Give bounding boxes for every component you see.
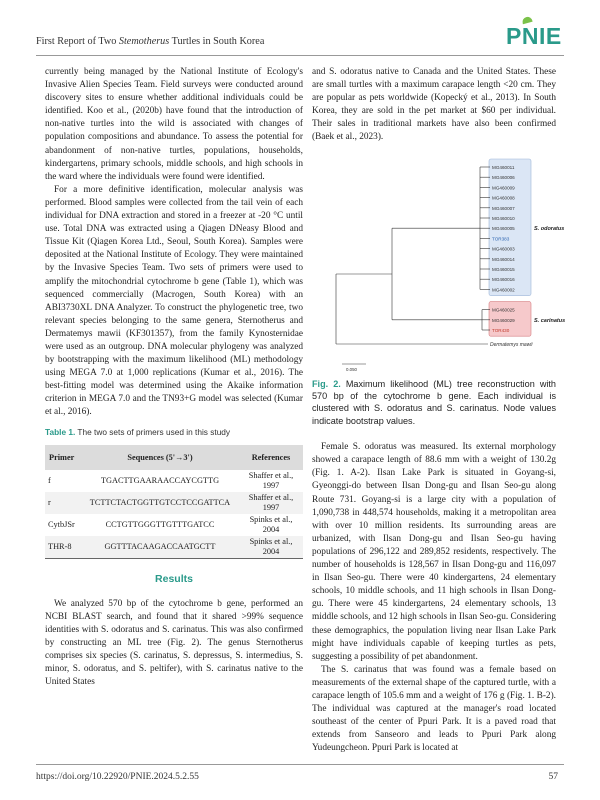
running-header: First Report of Two Stemotherus Turtles in South Korea xyxy=(36,36,265,47)
paragraph: and S. odoratus native to Canada and the United States. These are small turtles with a maximum carapace length <20 cm. They are popular as pets worldwide (Kopecký et al., 2013). In South Korea, they are sold in the pet market at $60 per individual. Their sales in traditional markets have also been confirmed (Baek et al., 2023). xyxy=(312,67,556,143)
tip-label: TOR430 xyxy=(492,327,510,333)
table-cell: THR-8 xyxy=(45,536,81,559)
table-row xyxy=(45,536,303,559)
clade-label-odoratus: S. odoratus xyxy=(534,225,565,232)
table-cell: r xyxy=(48,497,51,507)
doi-link[interactable]: https://doi.org/10.22920/PNIE.2024.5.2.55 xyxy=(36,772,199,782)
table-cell: Shaffer et al., 1997 xyxy=(248,470,294,490)
table-cell: f xyxy=(48,475,51,485)
table-row xyxy=(45,492,303,514)
paragraph: currently being managed by the National Institute of Ecology's Invasive Alien Species Team. Field surveys were conducted around discovery sites to ensure whether additional individuals could be identified. Koo et al., (2020b) have found that the introduction of non-native turtles into the wild is associated with changes of population compositions and abundance. To assess the potential for abandonment of non-native turtles, populations, households, kindergartens, primary schools, middle schools, and high schools in the ward where the individuals were found were identified. xyxy=(45,67,303,182)
paragraph: The S. carinatus that was found was a female based on measurements of the external shape of the captured turtle, with a carapace length of 105.6 mm and a weight of 176 g (Fig. 1. B-2). The individual was captured at the manager's road located southeast of the center of Ppuri Park. It is a paved road that extends from Sanseoro and leads to Ppuri Park along Yudeungcheon. Ppuri Park is located at xyxy=(312,664,556,754)
table-header-cell: Sequences (5'→3') xyxy=(127,452,193,462)
tip-label: MG460008 xyxy=(492,195,515,201)
right-column xyxy=(312,66,566,755)
scale-label: 0.050 xyxy=(346,366,357,372)
paragraph: Female S. odoratus was measured. Its external morphology showed a carapace length of 88.6 mm with a weight of 130.2g (Fig. 1. A-2). Ilsan Lake Park is situated in Goyang-si, Gyeonggi-do between Ilsan Dong-gu and Ilsan Seo-gu along Route 731. Goyang-si is a large city with a population of 1,090,738 in 448,574 households, making it a metropolitan area with over 10 million residents. Its surrounding areas are urbanized, with Ilsan Dong-gu and Ilsan Seo-gu having populations of 296,122 and 289,852 residents, respectively. The number of households is 128,567 in Ilsan Dong-gu and 116,097 in Ilsan Seo-gu. There were 40 kindergartens, 24 elementary schools, 10 middle schools, and 11 high schools in Ilsan Dong-gu. There were 45 kindergartens, 24 elementary schools, 13 middle schools, and 12 high schools in Ilsan Seo-gu. Considering these demographics, the population living near Ilsan Lake Park might have individuals capable of keeping turtles as pets, suggesting a possibility of pet abandonment. xyxy=(312,442,556,662)
footer-divider xyxy=(36,764,564,765)
clade-label-carinatus: S. carinatus xyxy=(534,317,566,324)
table-cell: Spinks et al., 2004 xyxy=(239,536,303,559)
tip-label: TOR383 xyxy=(492,235,510,241)
table-header-row xyxy=(45,445,303,470)
table-cell: Shaffer et al., 1997 xyxy=(248,492,294,512)
figure-caption: Fig. 2. Maximum likelihood (ML) tree reconstruction with 570 bp of the cytochrome b gene. Each individual is clustered with S. odoratus and S. carinatus. Node values indicate bootstrap values. xyxy=(312,378,556,426)
pnie-logo: PNIE xyxy=(500,18,562,48)
table-caption: Table 1. The two sets of primers used in this study xyxy=(45,426,231,437)
tip-label: MG460014 xyxy=(492,256,515,262)
tip-label: MG460029 xyxy=(492,317,515,323)
tip-label: MG460016 xyxy=(492,276,515,282)
table-header-cell: References xyxy=(251,452,291,462)
left-column xyxy=(45,66,303,689)
tip-label: MG460015 xyxy=(492,266,515,272)
table-cell: TGACTTGAARAACCAYCGTTG xyxy=(100,475,220,485)
page-number: 57 xyxy=(548,772,558,782)
tip-label: MG460009 xyxy=(492,184,515,190)
ml-tree xyxy=(312,153,566,378)
table-cell: TCTTCTACTGGTTGTCCTCCGATTCA xyxy=(89,497,231,507)
table-cell: Spinks et al., 2004 xyxy=(249,514,293,534)
tip-label: MG460025 xyxy=(492,307,515,313)
table-cell: CCTGTTGGGTTGTTTGATCC xyxy=(105,519,215,529)
header-divider xyxy=(36,55,564,56)
section-heading: Results xyxy=(155,572,193,585)
paragraph: We analyzed 570 bp of the cytochrome b gene, performed an NCBI BLAST search, and found that it shared >99% sequence identities with S. odoratus and S. carinatus. This was also confirmed by constructing an ML tree (Fig. 2). The genus Sternotherus comprises six species (S. carinatus, S. depressus, S. intermedius, S. minor, S. odoratus, and S. peltifer), with S. carinatus native to the United States xyxy=(45,598,303,688)
tip-label: MG460006 xyxy=(492,174,515,180)
tip-label: MG460005 xyxy=(492,225,515,231)
tip-label: MG460011 xyxy=(492,164,515,170)
table-cell: CytbJSr xyxy=(48,519,75,529)
tip-label: MG460003 xyxy=(492,246,515,252)
table-row xyxy=(45,470,303,492)
phylogenetic-tree-figure xyxy=(312,153,566,378)
primer-table xyxy=(45,445,303,559)
table-row xyxy=(45,514,303,536)
table-cell: GGTTTACAAGACCAATGCTT xyxy=(81,536,239,559)
tip-label: MG460010 xyxy=(492,215,515,221)
tip-label: MG460007 xyxy=(492,205,515,211)
outgroup-label: Dermatemys mawii xyxy=(490,341,533,348)
tip-label: MG460002 xyxy=(492,286,515,292)
table-header-cell: Primer xyxy=(49,452,75,462)
paragraph: For a more definitive identification, molecular analysis was performed. Blood samples were collected from the tail vein of each individual for DNA extraction and stored in a freezer at -20 °C until use. Total DNA was extracted using a Qiagen DNeasy Blood and Tissue Kit (Qiagen Korea Ltd., Seoul, South Korea). Samples were deposited at the National Institute of Ecology. They were maintained by the Invasive Species Team. Two sets of primers were used to amplify the mitochondrial cytochrome b gene (Table 1), which was sequenced commercially (Macrogen, South Korea) with an ABI3730XL DNA Analyzer. To construct the phylogenetic tree, two relevant species belonging to the same genera, Sternotherus and Dermatemys mawii (KF301357), from the family Kynosternidae were used as an outgroup. DNA molecular phylogeny was analyzed by bootstrapping with the maximum likelihood (ML) methodology using MEGA 7.0 at 1,000 replications (Kumar et al., 2016). The best-fitting model was determined using the Akaike information criterion in MEGA 7.0 and the TN93+G model was selected (Kumar et al., 2016). xyxy=(45,184,303,418)
